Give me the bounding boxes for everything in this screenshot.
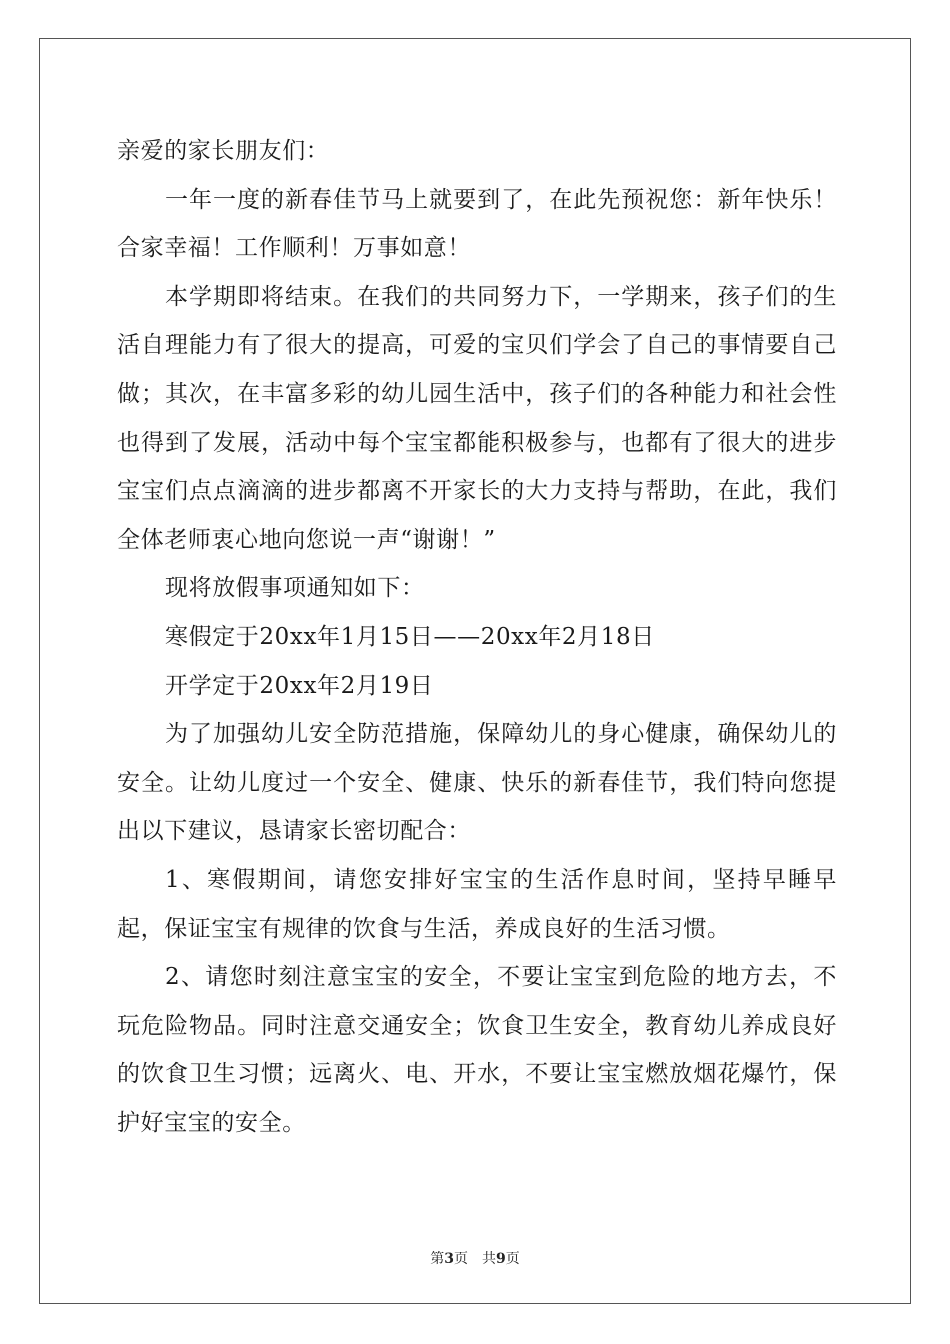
footer-prefix: 第 <box>430 1251 445 1267</box>
paragraph-holiday-notice-intro: 现将放假事项通知如下： <box>165 575 425 602</box>
footer-suffix: 页 <box>505 1251 520 1267</box>
paragraph-safety-intro: 为了加强幼儿安全防范措施，保障幼儿的身心健康，确保幼儿的安全。让幼儿度过一个安全、健康、快乐的新春佳节，我们特向您提出以下建议，恳请家长密切配合： <box>117 721 837 845</box>
greeting: 亲爱的家长朋友们： <box>117 138 330 164</box>
paragraph-suggestion-2: 2、请您时刻注意宝宝的安全，不要让宝宝到危险的地方去，不玩危险物品。同时注意交通安全；饮食卫生安全，教育幼儿养成良好的饮食卫生习惯；远离火、电、开水，不要让宝宝燃放烟花爆竹，保护好宝宝的安全。 <box>117 964 837 1136</box>
footer-middle: 页 共 <box>454 1251 496 1267</box>
footer-total-pages: 9 <box>496 1251 506 1267</box>
paragraph-winter-break-dates: 寒假定于20xx年1月15日——20xx年2月18日 <box>165 623 655 650</box>
paragraph-suggestion-1: 1、寒假期间，请您安排好宝宝的生活作息时间，坚持早睡早起，保证宝宝有规律的饮食与生活，养成良好的生活习惯。 <box>117 866 837 942</box>
paragraph-semester-summary: 本学期即将结束。在我们的共同努力下，一学期来，孩子们的生活自理能力有了很大的提高，可爱的宝贝们学会了自己的事情要自己做；其次，在丰富多彩的幼儿园生活中，孩子们的各种能力和社会性也得到了发展，活动中每个宝宝都能积极参与，也都有了很大的进步宝宝们点点滴滴的进步都离不开家长的大力支持与帮助，在此，我们全体老师衷心地向您说一声“谢谢！” <box>117 283 837 553</box>
paragraph-new-year-wishes: 一年一度的新春佳节马上就要到了，在此先预祝您：新年快乐！合家幸福！工作顺利！万事如意！ <box>117 186 837 262</box>
document-body <box>117 127 837 1147</box>
page-footer <box>0 1248 950 1268</box>
paragraph-school-start-date: 开学定于20xx年2月19日 <box>165 672 434 699</box>
footer-current-page: 3 <box>444 1251 454 1267</box>
